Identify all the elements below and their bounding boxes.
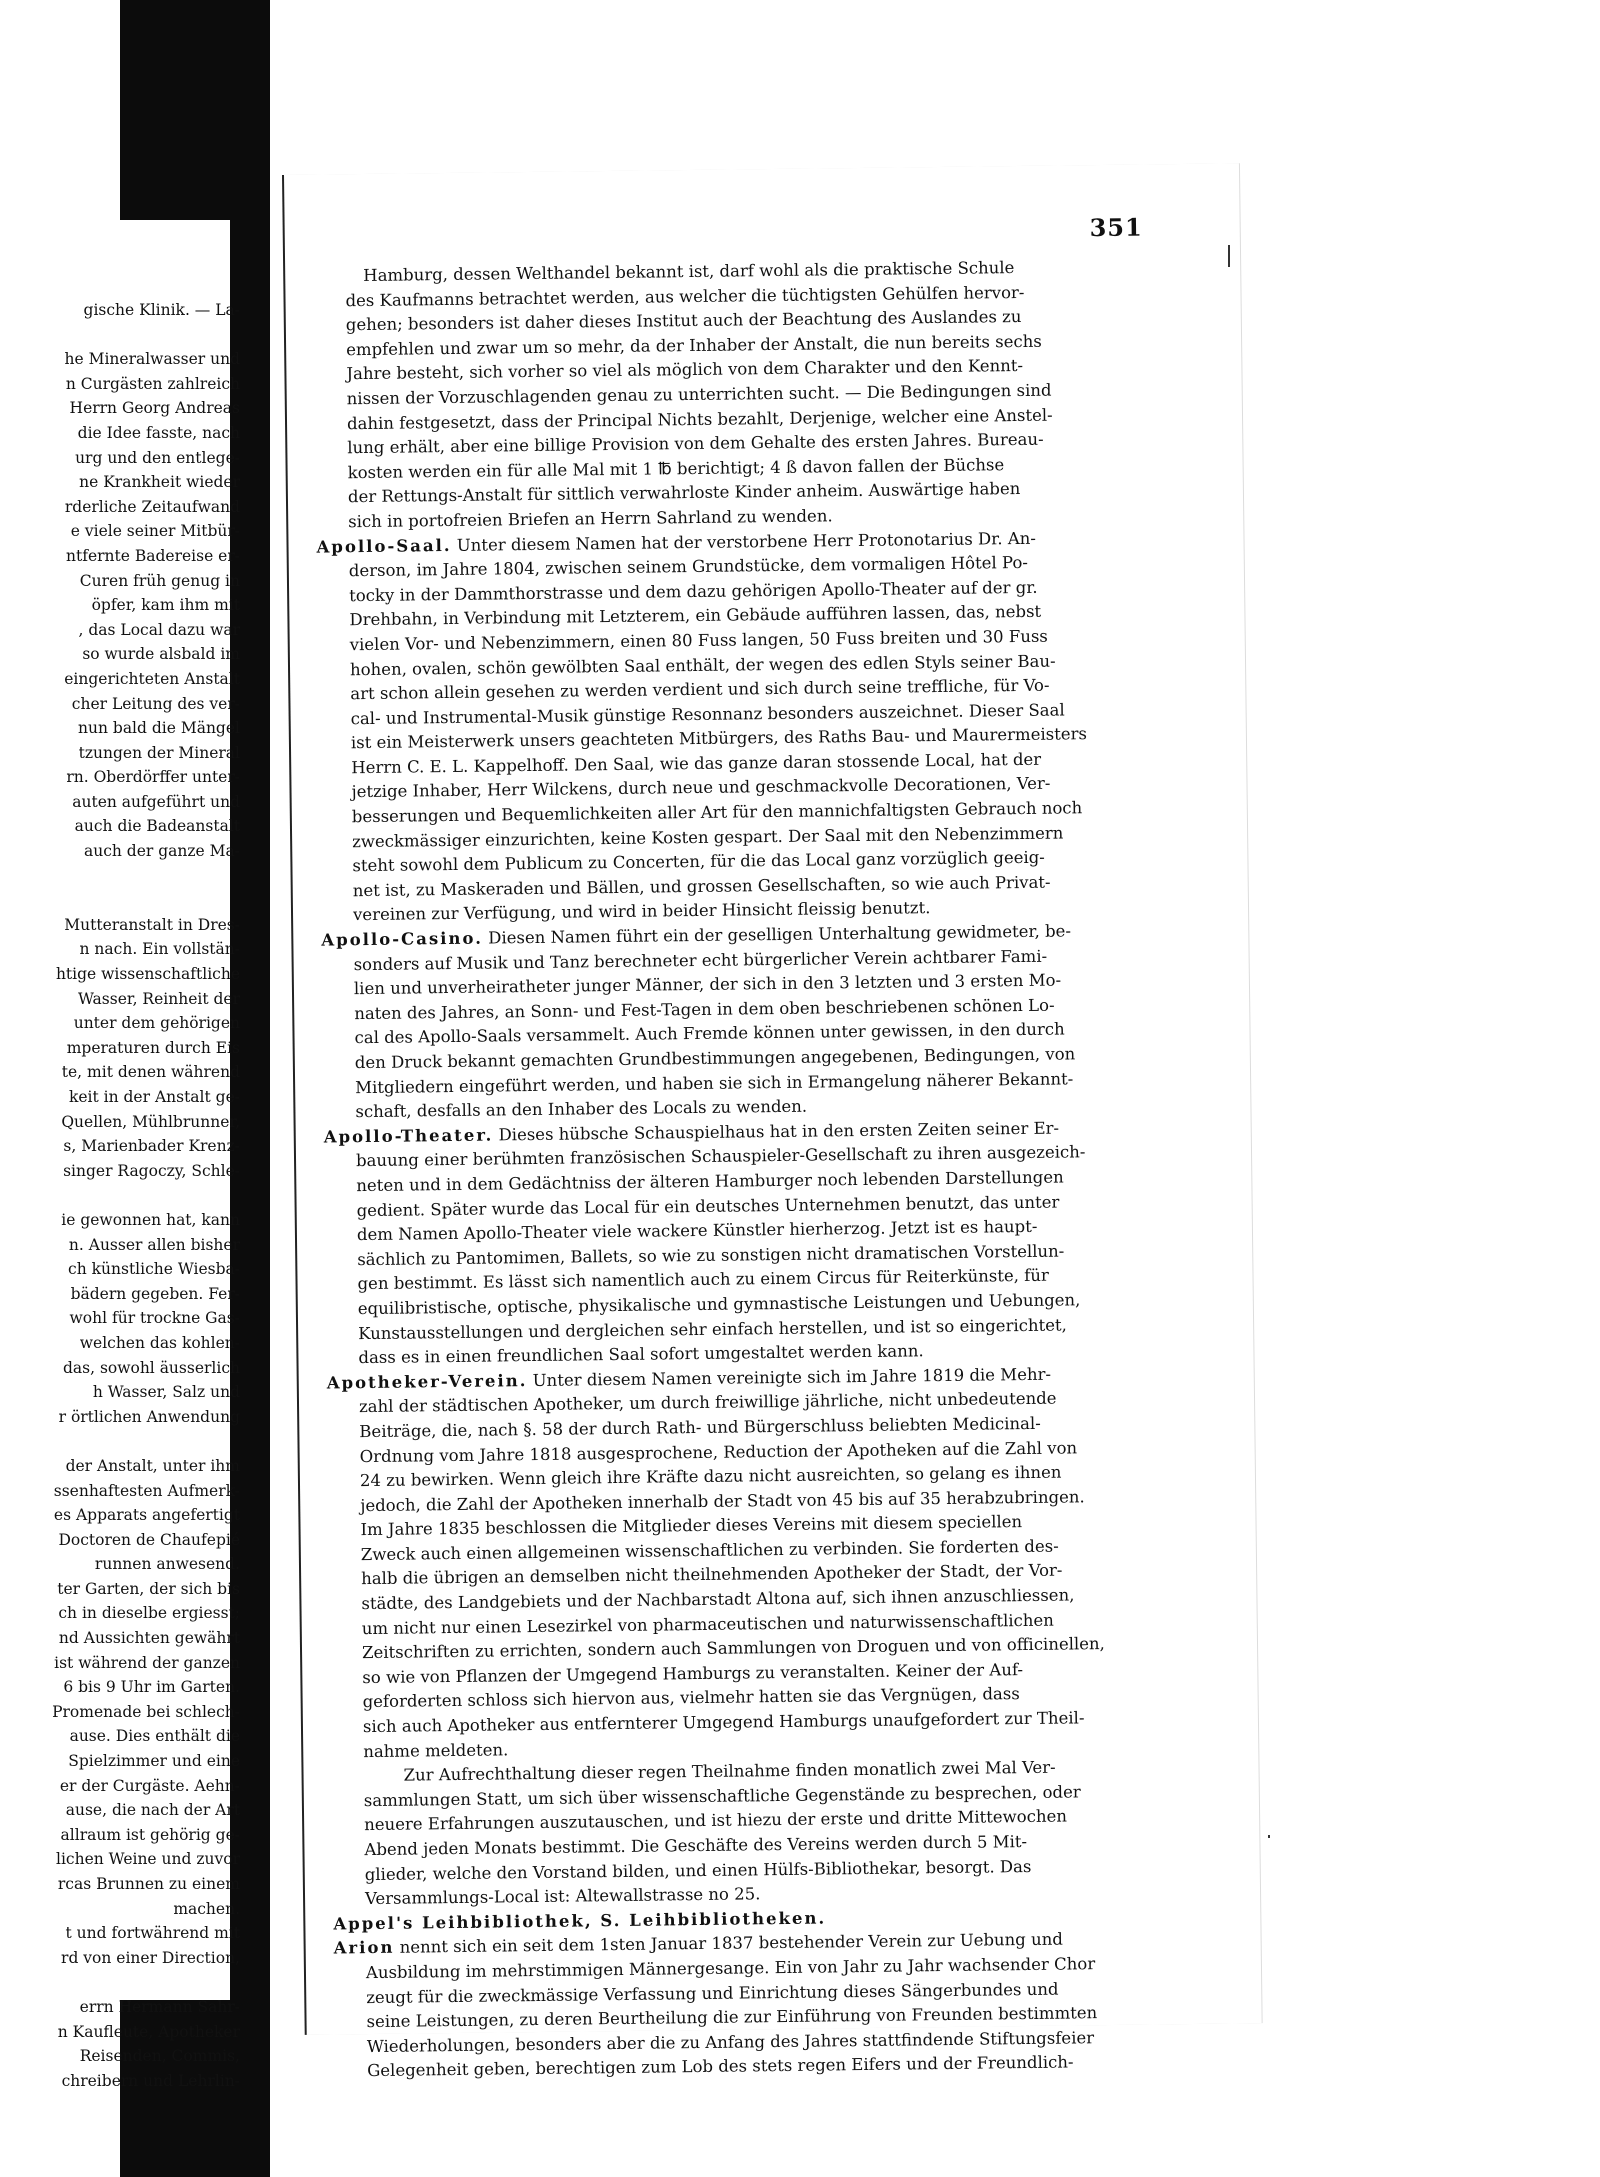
entry-text-line: empfehlen und zwar um so mehr, da der Inhaber der Anstalt, die nun bereits sechs (346, 331, 1042, 360)
left-page-line: h Wasser, Salz und (92, 1383, 240, 1402)
left-page-line: so wurde alsbald im (82, 645, 240, 664)
left-page-line: es Apparats angefertigt (53, 1506, 240, 1525)
entry-text-line: städte, des Landgebiets und der Nachbarstadt Altona auf, sich ihnen anzuschliessen, (361, 1585, 1075, 1614)
left-page-line: die Idee fasste, nach (77, 423, 240, 442)
left-page-line: tzungen der Mineral (78, 743, 240, 762)
entry-text-line: Unter diesem Namen vereinigte sich im Jahre 1819 die Mehr- (532, 1364, 1052, 1390)
entry-text-line: Kunstausstellungen und dergleichen sehr einfach herstellen, und ist so eingerichtet, (358, 1315, 1067, 1343)
entry-text-line: tocky in der Dammthorstrasse und dem dazu gehörigen Apollo-Theater auf der gr. (349, 577, 1038, 605)
left-page-line: lichen Weine und zuvor (55, 1850, 240, 1869)
entry-text-line: Zweck auch einen allgemeinen wissenschaftlichen zu verbinden. Sie forderten des- (360, 1536, 1059, 1565)
entry-text-line: nissen der Vorzuschlagenden genau zu unterrichten sucht. — Die Bedingungen sind (346, 380, 1052, 409)
left-page-line: öpfer, kam ihm mit (91, 596, 240, 615)
entry-text-line: Diesen Namen führt ein der geselligen Unterhaltung gewidmeter, be- (488, 921, 1072, 948)
entry-text-line: Ordnung vom Jahre 1818 ausgesprochene, Reduction der Apotheken auf die Zahl von (359, 1437, 1078, 1466)
entry-text-line: Zeitschriften zu errichten, sondern auch Sammlungen von Droguen und von officinellen, (361, 1634, 1105, 1663)
left-page-line: auten aufgeführt und (72, 792, 240, 811)
entry-text-line: sich in portofreien Briefen an Herrn Sahrland zu wenden. (348, 506, 833, 532)
entry-text-line: Wiederholungen, besonders aber die zu Anfang des Jahres stattfindende Stiftungsfeier (366, 2027, 1095, 2056)
entry-text-line: um nicht nur einen Lesezirkel von pharmaceutischen und naturwissenschaftlichen (361, 1610, 1054, 1638)
left-page-line: Wasser, Reinheit der (77, 989, 240, 1008)
lexicon-entry (321, 918, 1185, 1125)
entry-text-line: lung erhält, aber eine billige Provision von dem Gehalte des ersten Jahres. Bureau- (347, 429, 1044, 458)
entry-text-line: Beiträge, die, nach §. 58 der durch Rath- und Bürgerschluss beliebten Medicinal- (359, 1413, 1041, 1442)
left-page-line: bädern gegeben. Fer- (70, 1284, 240, 1303)
entry-text-line: gedient. Später wurde das Local für ein deutsches Unternehmen benutzt, das unter (356, 1192, 1060, 1220)
entry-text-line: sonders auf Musik und Tanz berechneter echt bürgerlicher Verein achtbarer Fami- (353, 946, 1048, 974)
entry-text-line: derson, im Jahre 1804, zwischen seinem Grundstücke, dem vormaligen Hôtel Po- (348, 553, 1029, 581)
entry-text-line: dem Namen Apollo-Theater viele wackere Künstler hierherzog. Jetzt ist es haupt- (356, 1217, 1038, 1245)
entry-text-line: Im Jahre 1835 beschlossen die Mitglieder dieses Vereins mit diesem speciellen (360, 1512, 1023, 1540)
left-page-line: ter Garten, der sich bis (57, 1579, 240, 1598)
entry-text-line: art schon allein gesehen zu werden verdient und sich durch seine treffliche, für Vo- (350, 675, 1050, 704)
entry-text-line: net ist, zu Maskeraden und Bällen, und grossen Gesellschaften, so wie auch Privat- (352, 872, 1051, 901)
entry-text-line: naten des Jahres, an Sonn- und Fest-Tagen in dem oben beschriebenen schönen Lo- (354, 995, 1055, 1023)
entry-heading: Apollo-Casino. (321, 928, 484, 950)
left-page-line: te, mit denen während (61, 1063, 240, 1082)
left-page-line (0, 323, 240, 348)
entry-text-line: Drehbahn, in Verbindung mit Letzterem, ein Gebäude aufführen lassen, das, nebst (349, 602, 1042, 630)
entry-text-line: jedoch, die Zahl der Apotheken innerhalb der Stadt von 45 bis auf 35 herabzubringen. (360, 1486, 1085, 1515)
left-page-line: Curen früh genug in (79, 571, 240, 590)
left-page-line: 6 bis 9 Uhr im Garten. (63, 1678, 240, 1697)
entry-text-line: nahme meldeten. (363, 1739, 509, 1761)
left-page-line: gische Klinik. — La- (83, 301, 240, 319)
left-page-line: rcas Brunnen zu einem (57, 1875, 240, 1893)
entry-text-line: Unter diesem Namen hat der verstorbene Herr Protonotarius Dr. An- (456, 528, 1037, 555)
entry-text-line: dahin festgesetzt, dass der Principal Nichts bezahlt, Derjenige, welcher eine Anstel- (346, 405, 1053, 433)
entry-text-line: Versammlungs-Local ist: Altewallstrasse no 25. (364, 1884, 761, 1909)
lexicon-entry (324, 1115, 1189, 1371)
entry-text-line: des Kaufmanns betrachtet werden, aus welcher die tüchtigsten Gehülfen hervor- (345, 282, 1025, 310)
left-page-line: singer Ragoczy, Schle- (63, 1161, 240, 1180)
scan-speck (1228, 245, 1230, 267)
left-page-line: keit in der Anstalt ge- (68, 1088, 240, 1106)
left-page-line: rd von einer Direction, (61, 1948, 240, 1967)
lexicon-entry (313, 254, 1178, 535)
entry-text-line: sächlich zu Pantomimen, Ballets, so wie zu sonstigen nicht dramatischen Vorstellun- (357, 1241, 1065, 1269)
left-page-line: htige wissenschaftliche (55, 965, 240, 984)
left-page-line: ie gewonnen hat, kann (61, 1210, 240, 1229)
entry-text-line: Ausbildung im mehrstimmigen Männergesange. Ein von Jahr zu Jahr wachsender Chor (365, 1954, 1096, 1983)
entry-text-line: geforderten schloss sich hiervon aus, vielmehr hatten sie das Vergnügen, dass (362, 1684, 1020, 1712)
left-page-line: ssenhaftesten Aufmerk- (53, 1481, 240, 1500)
left-page-line: t und fortwährend mit (65, 1924, 240, 1943)
left-page-line: unter dem gehörigen (73, 1014, 240, 1033)
entry-text-line: jetzige Inhaber, Herr Wilckens, durch neue und geschmackvolle Decorationen, Ver- (351, 774, 1051, 802)
left-page-line: Quellen, Mühlbrunner, (61, 1112, 240, 1131)
left-page-line: ntfernte Badereise er- (66, 546, 240, 565)
entry-text-line: Hamburg, dessen Welthandel bekannt ist, darf wohl als die praktische Schule (363, 258, 1015, 286)
entry-text-line: nennt sich ein seit dem 1sten Januar 1837 bestehender Verein zur Uebung und (399, 1929, 1063, 1958)
entry-text-line: Gelegenheit geben, berechtigen zum Lob des stets regen Eifers und der Freundlich- (367, 2052, 1074, 2081)
entry-text-line: der Rettungs-Anstalt für sittlich verwahrloste Kinder anheim. Auswärtige haben (347, 479, 1021, 507)
left-page-line: e viele seiner Mitbür- (70, 522, 240, 541)
left-page-line: auch die Badeanstalt (74, 817, 240, 836)
left-page-line: machen. (173, 1899, 240, 1918)
entry-text-line: Zur Aufrechthaltung dieser regen Theilnahme finden monatlich zwei Mal Ver- (403, 1757, 1056, 1785)
left-page-line: ne Krankheit wieder (79, 473, 240, 492)
left-page-line: n Curgästen zahlreich (65, 374, 240, 393)
left-page-line: chreibern und Lehrlin- (61, 2071, 240, 2090)
left-page-line: Spielzimmer und eine (68, 1752, 240, 1771)
scan-speck (1268, 1835, 1270, 1838)
entry-text-line: ist ein Meisterwerk unsers geachteten Mitbürgers, des Raths Bau- und Maurermeisters (350, 724, 1088, 753)
lexicon-entry (316, 525, 1183, 929)
left-page-line: das, sowohl äusserlich (62, 1358, 240, 1377)
left-page-line: wohl für trockne Gas- (69, 1309, 240, 1328)
entry-heading: Apotheker-Verein. (326, 1370, 528, 1393)
entry-text-line: gen bestimmt. Es lässt sich namentlich auch zu einem Circus für Reiterkünste, für (357, 1266, 1049, 1294)
left-page (0, 220, 240, 2090)
entry-text-line: Herrn C. E. L. Kappelhoff. Den Saal, wie das ganze daran stossende Local, hat der (351, 749, 1042, 778)
left-page-line: ch künstliche Wiesba- (68, 1260, 240, 1279)
left-page-line: nd Aussichten gewährt (58, 1629, 240, 1648)
left-page-line: Doctoren de Chaufepié (58, 1530, 240, 1549)
entry-text-line: seine Leistungen, zu deren Beurtheilung die zur Einführung von Freunden bestimmten (366, 2003, 1098, 2032)
left-page-line: ist während der ganzen (54, 1653, 240, 1672)
entry-text-line: Dieses hübsche Schauspielhaus hat in den ersten Zeiten seiner Er- (498, 1118, 1060, 1145)
entry-text-line: schaft, desfalls an den Inhaber des Locals zu wenden. (355, 1096, 808, 1122)
left-page-line: errn Hermann Sahr- (79, 1997, 240, 2016)
entry-text-line: zeugt für die zweckmässige Verfassung und Einrichtung dieses Sängerbundes und (366, 1979, 1059, 2007)
page-body-text (313, 254, 1197, 2084)
entry-text-line: so wie von Pflanzen der Umgegend Hamburgs zu veranstalten. Keiner der Auf- (362, 1659, 1024, 1687)
entry-text-line: vielen Vor- und Nebenzimmern, einen 80 Fuss langen, 50 Fuss breiten und 30 Fuss (349, 626, 1048, 655)
left-page-line: ause, die nach der Art (65, 1801, 240, 1820)
entry-text-line: neten und in dem Gedächtniss der älteren Hamburger noch lebenden Darstellungen (356, 1167, 1064, 1196)
left-page-line: r örtlichen Anwendung (58, 1407, 240, 1426)
left-page-line (0, 1183, 240, 1208)
entry-text-line: bauung einer berühmten französischen Schauspieler-Gesellschaft zu ihren ausgezeich- (355, 1142, 1086, 1171)
left-page-line: Mutteranstalt in Dres- (64, 915, 240, 934)
left-page-text (0, 298, 240, 2093)
left-page-line (0, 888, 240, 913)
left-page-line (0, 864, 240, 889)
left-page-line: allraum ist gehörig ge- (60, 1825, 240, 1844)
left-page-line: cher Leitung des ver- (71, 694, 240, 713)
left-page-line: er der Curgäste. Aehn- (59, 1776, 240, 1795)
entry-text-line: Mitgliedern eingeführt werden, und haben sie sich in Ermangelung näherer Bekannt- (355, 1068, 1074, 1097)
entry-text-line: glieder, welche den Vorstand bilden, und einen Hülfs-Bibliothekar, besorgt. Das (364, 1856, 1032, 1884)
left-page-line: urg und den entlege- (75, 448, 240, 467)
left-page-line: Herrn Georg Andreas (69, 399, 240, 418)
left-page-line: Reisenden, Commis, (79, 2047, 240, 2066)
entry-heading: Arion (333, 1938, 395, 1958)
left-page-line: eingerichteten Anstalt (64, 669, 240, 688)
lexicon-entry (327, 1361, 1196, 1913)
left-page-line (0, 1970, 240, 1995)
left-page-line: he Mineralwasser und (64, 350, 240, 369)
entry-text-line: hohen, ovalen, schön gewölbten Saal enthält, der wegen des edlen Styls seiner Bau- (349, 651, 1056, 679)
entry-text-line: kosten werden ein für alle Mal mit 1 ℔ berichtigt; 4 ß davon fallen der Büchse (347, 454, 1005, 482)
entry-text-line: besserungen und Bequemlichkeiten aller Art für den mannichfaltigsten Gebrauch noch (351, 798, 1083, 827)
entry-text-line: sammlungen Statt, um sich über wissenschaftliche Gegenstände zu besprechen, oder (363, 1782, 1081, 1810)
entry-text-line: cal- und Instrumental-Musik günstige Resonnanz besonders auszeichnet. Dieser Saal (350, 700, 1065, 728)
left-page-line: der Anstalt, unter ihm (65, 1456, 240, 1475)
left-page-line: auch der ganze Ma- (83, 842, 240, 861)
left-page-line: nun bald die Mängel (78, 719, 240, 738)
left-page-line: rderliche Zeitaufwand (64, 497, 240, 516)
entry-text-line: lien und unverheiratheter junger Männer, der sich in den 3 letzten und 3 ersten Mo- (353, 970, 1062, 999)
entry-text-line: halb die übrigen an demselben nicht theilnehmenden Apotheker der Stadt, der Vor- (361, 1561, 1063, 1589)
page-number: 351 (1089, 212, 1143, 243)
left-page-line: mperaturen durch Eis (66, 1038, 240, 1057)
entry-text-line: equilibristische, optische, physikalische und gymnastische Leistungen und Uebungen, (357, 1290, 1081, 1319)
entry-heading: Apollo-Theater. (323, 1125, 494, 1147)
left-page-line: n. Ausser allen bisher (68, 1235, 240, 1254)
left-page-line: n Kaufleute, Apotheker (57, 2022, 240, 2041)
entry-text-line: zahl der städtischen Apotheker, um durch freiwillige jährliche, nicht unbedeutende (358, 1388, 1057, 1417)
entry-text-line: Abend jeden Monats bestimmt. Die Geschäfte des Vereins werden durch 5 Mit- (364, 1832, 1028, 1860)
left-page-line: n nach. Ein vollstän- (79, 940, 240, 959)
entry-text-line: sich auch Apotheker aus entfernterer Umgegend Hamburgs unaufgefordert zur Theil- (362, 1708, 1085, 1737)
entry-text-line: steht sowohl dem Publicum zu Concerten, für die das Local ganz vorzüglich geeig- (352, 847, 1045, 876)
left-page-line (0, 1429, 240, 1454)
left-page-line: ause. Dies enthält die (69, 1727, 240, 1746)
left-page-line: rn. Oberdörffer unter- (66, 768, 240, 787)
left-page-line: , das Local dazu war (78, 620, 240, 639)
entry-heading: Appel's Leihbibliothek, S. Leihbibliotheken. (333, 1908, 827, 1934)
entry-text-line: den Druck bekannt gemachten Grundbestimmungen angegebenen, Bedingungen, von (354, 1044, 1076, 1073)
left-page-line: ch in dieselbe ergiesst; (58, 1604, 240, 1623)
entry-text-line: Jahre besteht, sich vorher so viel als möglich von dem Charakter und den Kennt- (346, 356, 1024, 384)
right-page (282, 163, 1262, 2081)
left-page-line: runnen anwesend. (94, 1555, 240, 1574)
entry-text-line: zweckmässiger einzurichten, keine Kosten gespart. Der Saal mit den Nebenzimmern (352, 823, 1064, 851)
entry-text-line: neuere Erfahrungen auszutauschen, und ist hiezu der erste und dritte Mittewochen (364, 1806, 1068, 1835)
lexicon-entry (334, 1926, 1198, 2084)
left-page-line: welchen das kohlen- (79, 1333, 240, 1352)
left-page-line: Promenade bei schlech- (52, 1702, 240, 1721)
entry-text-line: 24 zu bewirken. Wenn gleich ihre Kräfte dazu nicht ausreichten, so gelang es ihnen (359, 1462, 1062, 1491)
entry-text-line: gehen; besonders ist daher dieses Institut auch der Beachtung des Auslandes zu (345, 307, 1022, 335)
entry-text-line: vereinen zur Verfügung, und wird in beider Hinsicht fleissig benutzt. (352, 898, 931, 925)
entry-text-line: dass es in einen freundlichen Saal sofort umgestaltet werden kann. (358, 1341, 924, 1368)
left-page-line: s, Marienbader Krenz- (63, 1137, 240, 1156)
entry-heading: Apollo-Saal. (316, 535, 452, 557)
entry-text-line: cal des Apollo-Saals versammelt. Auch Fremde können unter gewissen, in den durch (354, 1019, 1065, 1048)
